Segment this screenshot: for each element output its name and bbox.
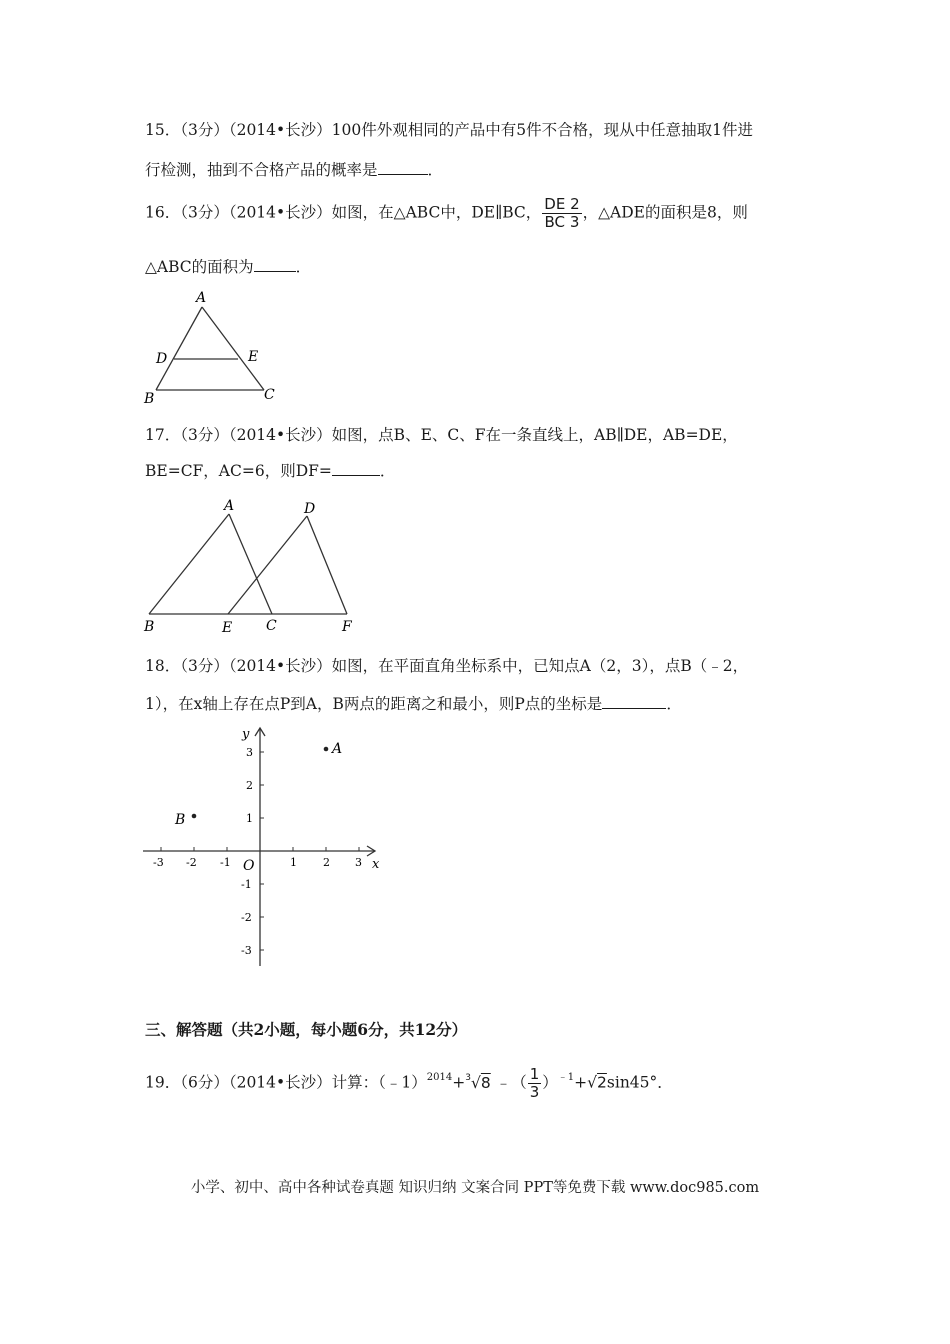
q17-answer-blank [332, 461, 380, 476]
q17-label-d: D [304, 501, 316, 517]
q19-plus2: + [574, 1073, 588, 1092]
y-axis-label: y [242, 727, 250, 742]
q17-side-de [228, 516, 307, 614]
q17-side-df [307, 516, 347, 614]
q18-answer-blank [602, 694, 666, 709]
q19-prefix: 19．（6分）（2014•长沙）计算：（﹣1） [145, 1073, 427, 1092]
y-tick-label: -3 [241, 944, 252, 957]
y-tick-label: 1 [246, 812, 253, 825]
q18-end: ． [666, 695, 682, 713]
q15-text: 行检测，抽到不合格产品的概率是 [145, 161, 378, 179]
y-tick-label: 2 [246, 779, 253, 792]
q16-label-b: B [144, 391, 155, 407]
cube-root-radicand: 8 [480, 1073, 491, 1092]
q17-text2: BE=CF，AC=6，则DF= [145, 462, 332, 480]
q17-triangles-figure [135, 492, 375, 640]
y-tick-label: 3 [246, 746, 253, 759]
q18-coordinate-plane [135, 722, 395, 972]
point-a-label: A [332, 741, 343, 757]
q16-label-d: D [156, 351, 168, 367]
page-footer: 小学、初中、高中各种试卷真题 知识归纳 文案合同 PPT等免费下载 www.doc985.com [190, 1180, 760, 1196]
q19-minus: ﹣（ [495, 1073, 527, 1092]
q16-end: ． [295, 258, 312, 276]
y-tick-label: -2 [241, 911, 252, 924]
q17-label-c: C [266, 618, 277, 634]
y-tick-label: -1 [241, 878, 252, 891]
q17-side-ab [149, 514, 229, 614]
q17-label-a: A [224, 498, 235, 514]
q19-plus1: + [452, 1073, 466, 1092]
q19-fraction [528, 1066, 542, 1101]
cube-root: $^3$√8 [465, 1072, 491, 1092]
q19-exp1: 2014 [426, 1071, 453, 1083]
q16-line1 [145, 196, 748, 231]
q16-triangle-figure [138, 285, 288, 410]
q15-end: ． [427, 161, 444, 179]
q17-line2 [145, 459, 395, 481]
q16-label-a: A [196, 290, 207, 306]
q19-tail: sin45°． [606, 1073, 673, 1092]
q16-answer-blank [254, 257, 296, 272]
q16-suffix: ，△ADE的面积是8，则 [582, 203, 748, 222]
q15-line1: 15．（3分）（2014•长沙）100件外观相同的产品中有5件不合格，现从中任意抽取1件进 [145, 121, 753, 139]
x-tick-label: -1 [220, 856, 231, 869]
q16-prefix: 16．（3分）（2014•长沙）如图，在△ABC中，DE∥BC， [145, 203, 542, 222]
cube-root-index: 3 [465, 1072, 471, 1083]
q16-line2 [145, 255, 311, 277]
q16-frac-den: BC [544, 213, 566, 231]
section-3-heading: 三、解答题（共2小题，每小题6分，共12分） [145, 1020, 468, 1039]
square-root: √2 [587, 1073, 607, 1092]
q19-line [145, 1066, 673, 1101]
q16-frac-num-val: 2 [570, 195, 580, 213]
q17-end: ． [379, 462, 396, 480]
point-b [192, 814, 197, 819]
q17-label-b: B [144, 619, 155, 635]
q16-frac-num: DE [544, 195, 566, 213]
q18-line2 [145, 692, 682, 714]
q17-line1: 17．（3分）（2014•长沙）如图，点B、E、C、F在一条直线上，AB∥DE，AB=DE， [145, 426, 738, 444]
x-tick-label: -3 [153, 856, 164, 869]
q18-line1: 18．（3分）（2014•长沙）如图，在平面直角坐标系中，已知点A（2，3），点B（﹣2， [145, 657, 749, 675]
origin-label: O [243, 858, 255, 874]
q19-close: ） [542, 1073, 558, 1092]
q16-text2: △ABC的面积为 [145, 258, 254, 276]
x-tick-label: -2 [186, 856, 197, 869]
q17-label-e: E [222, 620, 233, 636]
q18-text2: 1），在x轴上存在点P到A，B两点的距离之和最小，则P点的坐标是 [145, 695, 603, 713]
q19-exp2: ﹣1 [557, 1071, 575, 1083]
q16-ratio-fraction [542, 196, 581, 231]
x-tick-label: 3 [355, 856, 362, 869]
x-tick-label: 2 [323, 856, 330, 869]
q16-frac-den-val: 3 [569, 213, 580, 231]
x-tick-label: 1 [290, 856, 297, 869]
x-axis-label: x [372, 857, 380, 872]
q19-frac-num: 1 [529, 1065, 540, 1083]
q17-label-f: F [342, 619, 352, 635]
point-a [324, 747, 329, 752]
q19-frac-den: 3 [529, 1083, 540, 1101]
q15-answer-blank [378, 160, 428, 175]
q16-label-e: E [248, 349, 259, 365]
point-b-label: B [175, 812, 186, 828]
q15-line2 [145, 158, 443, 180]
q16-label-c: C [264, 387, 275, 403]
q17-side-ac [229, 514, 272, 614]
square-root-radicand: 2 [597, 1073, 607, 1092]
q16-side-ab [156, 307, 202, 390]
